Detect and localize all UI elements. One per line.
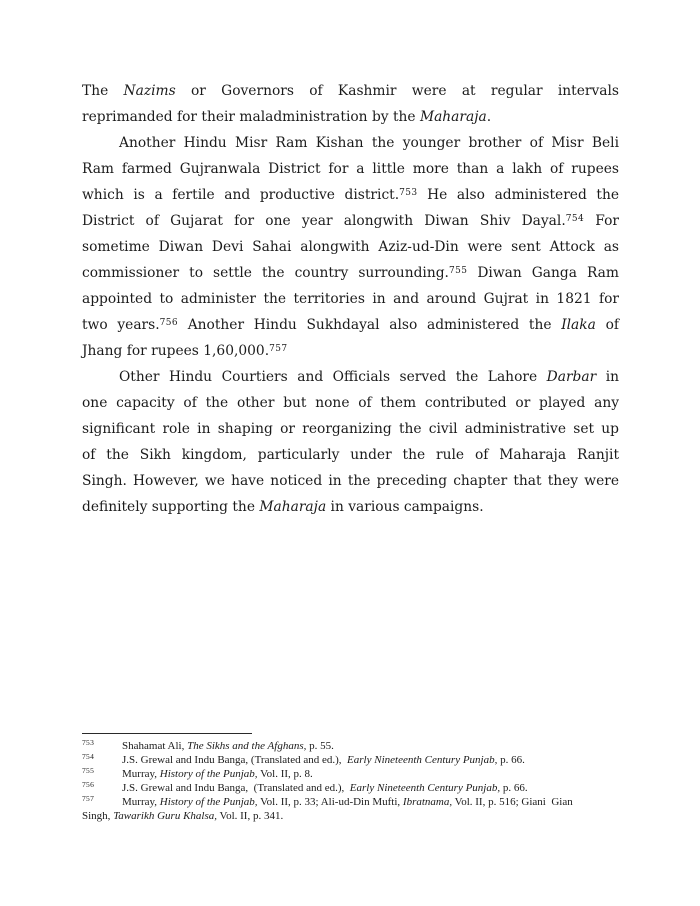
footnote-list: [82, 739, 619, 823]
text-line: Ram farmed Gujranwala District for a little more than a lakh of rupees: [82, 161, 619, 177]
text-line: District of Gujarat for one year alongwith Diwan Shiv Dayal.$^{754}$ For: [82, 213, 619, 229]
text-line: The Nazims or Governors of Kashmir were at regular intervals: [82, 83, 619, 99]
footnote-number: 756: [82, 780, 95, 789]
footnote-text: Shahamat Ali, The Sikhs and the Afghans, p. 55.: [122, 740, 334, 752]
footnote-reference: 756: [159, 318, 178, 328]
footnote-line: [82, 753, 619, 767]
text-line: sometime Diwan Devi Sahai alongwith Aziz-ud-Din were sent Attock as: [82, 239, 619, 255]
text-line: two years.$^{756}$ Another Hindu Sukhdayal also administered the Ilaka of: [82, 317, 619, 333]
italic-text: Maharaja: [419, 109, 487, 125]
footnote-line: [82, 795, 619, 809]
body-text: [82, 78, 619, 520]
italic-text: History of the Punjab,: [159, 796, 258, 808]
footnote-reference: 753: [399, 188, 418, 198]
footnote-number: 754: [82, 752, 95, 761]
text-line: Another Hindu Misr Ram Kishan the younger brother of Misr Beli: [119, 135, 619, 151]
text-line: reprimanded for their maladministration by the Maharaja.: [82, 109, 492, 125]
footnote-text: Singh, Tawarikh Guru Khalsa, Vol. II, p. 341.: [82, 810, 284, 822]
text-line: one capacity of the other but none of them contributed or played any: [82, 395, 619, 411]
footnote-separator: [82, 733, 252, 734]
italic-text: History of the Punjab,: [159, 768, 258, 780]
footnote-continuation-line: [82, 809, 619, 823]
text-line: Singh. However, we have noticed in the preceding chapter that they were: [82, 473, 619, 489]
text-line: definitely supporting the Maharaja in various campaigns.: [82, 499, 484, 515]
footnote-line: [82, 767, 619, 781]
footnote-number: 755: [82, 766, 95, 775]
footnote-reference: 754: [565, 214, 585, 224]
italic-text: Nazims: [123, 83, 176, 99]
footnote-number: 753: [82, 738, 95, 747]
italic-text: The Sikhs and the Afghans,: [187, 740, 307, 752]
italic-text: Darbar: [546, 369, 597, 385]
italic-text: Ilaka: [561, 317, 596, 333]
text-line: which is a fertile and productive district.$^{753}$ He also administered the: [82, 187, 620, 203]
footnote-line: [82, 739, 619, 753]
text-line: appointed to administer the territories in and around Gujrat in 1821 for: [82, 291, 619, 307]
footnote-number: 757: [82, 794, 95, 803]
italic-text: Maharaja: [259, 499, 327, 515]
footnote-text: Murray, History of the Punjab, Vol. II, p. 33; Ali-ud-Din Mufti, Ibratnama, Vol. II, p. 516; Giani Gian: [122, 796, 573, 808]
text-line: Other Hindu Courtiers and Officials served the Lahore Darbar in: [119, 369, 620, 385]
italic-text: Ibratnama,: [402, 796, 453, 808]
footnote-text: J.S. Grewal and Indu Banga, (Translated and ed.), Early Nineteenth Century Punjab, p. 66.: [122, 754, 525, 766]
footnote-text: Murray, History of the Punjab, Vol. II, p. 8.: [122, 768, 313, 780]
text-line: Jhang for rupees 1,60,000.$^{757}$: [82, 343, 288, 359]
text-line: commissioner to settle the country surrounding.$^{755}$ Diwan Ganga Ram: [82, 265, 619, 281]
footnote-line: [82, 781, 619, 795]
footnote-reference: 755: [448, 266, 468, 276]
italic-text: Early Nineteenth Century Punjab,: [349, 782, 501, 794]
text-line: of the Sikh kingdom, particularly under the rule of Maharaja Ranjit: [82, 447, 619, 463]
italic-text: Tawarikh Guru Khalsa,: [113, 810, 217, 822]
footnote-reference: 757: [269, 344, 288, 354]
footnote-text: J.S. Grewal and Indu Banga, (Translated and ed.), Early Nineteenth Century Punjab, p. 66.: [122, 782, 528, 794]
italic-text: Early Nineteenth Century Punjab,: [347, 754, 498, 766]
text-line: significant role in shaping or reorganizing the civil administrative set up: [82, 421, 619, 437]
footnotes-section: [82, 733, 619, 823]
